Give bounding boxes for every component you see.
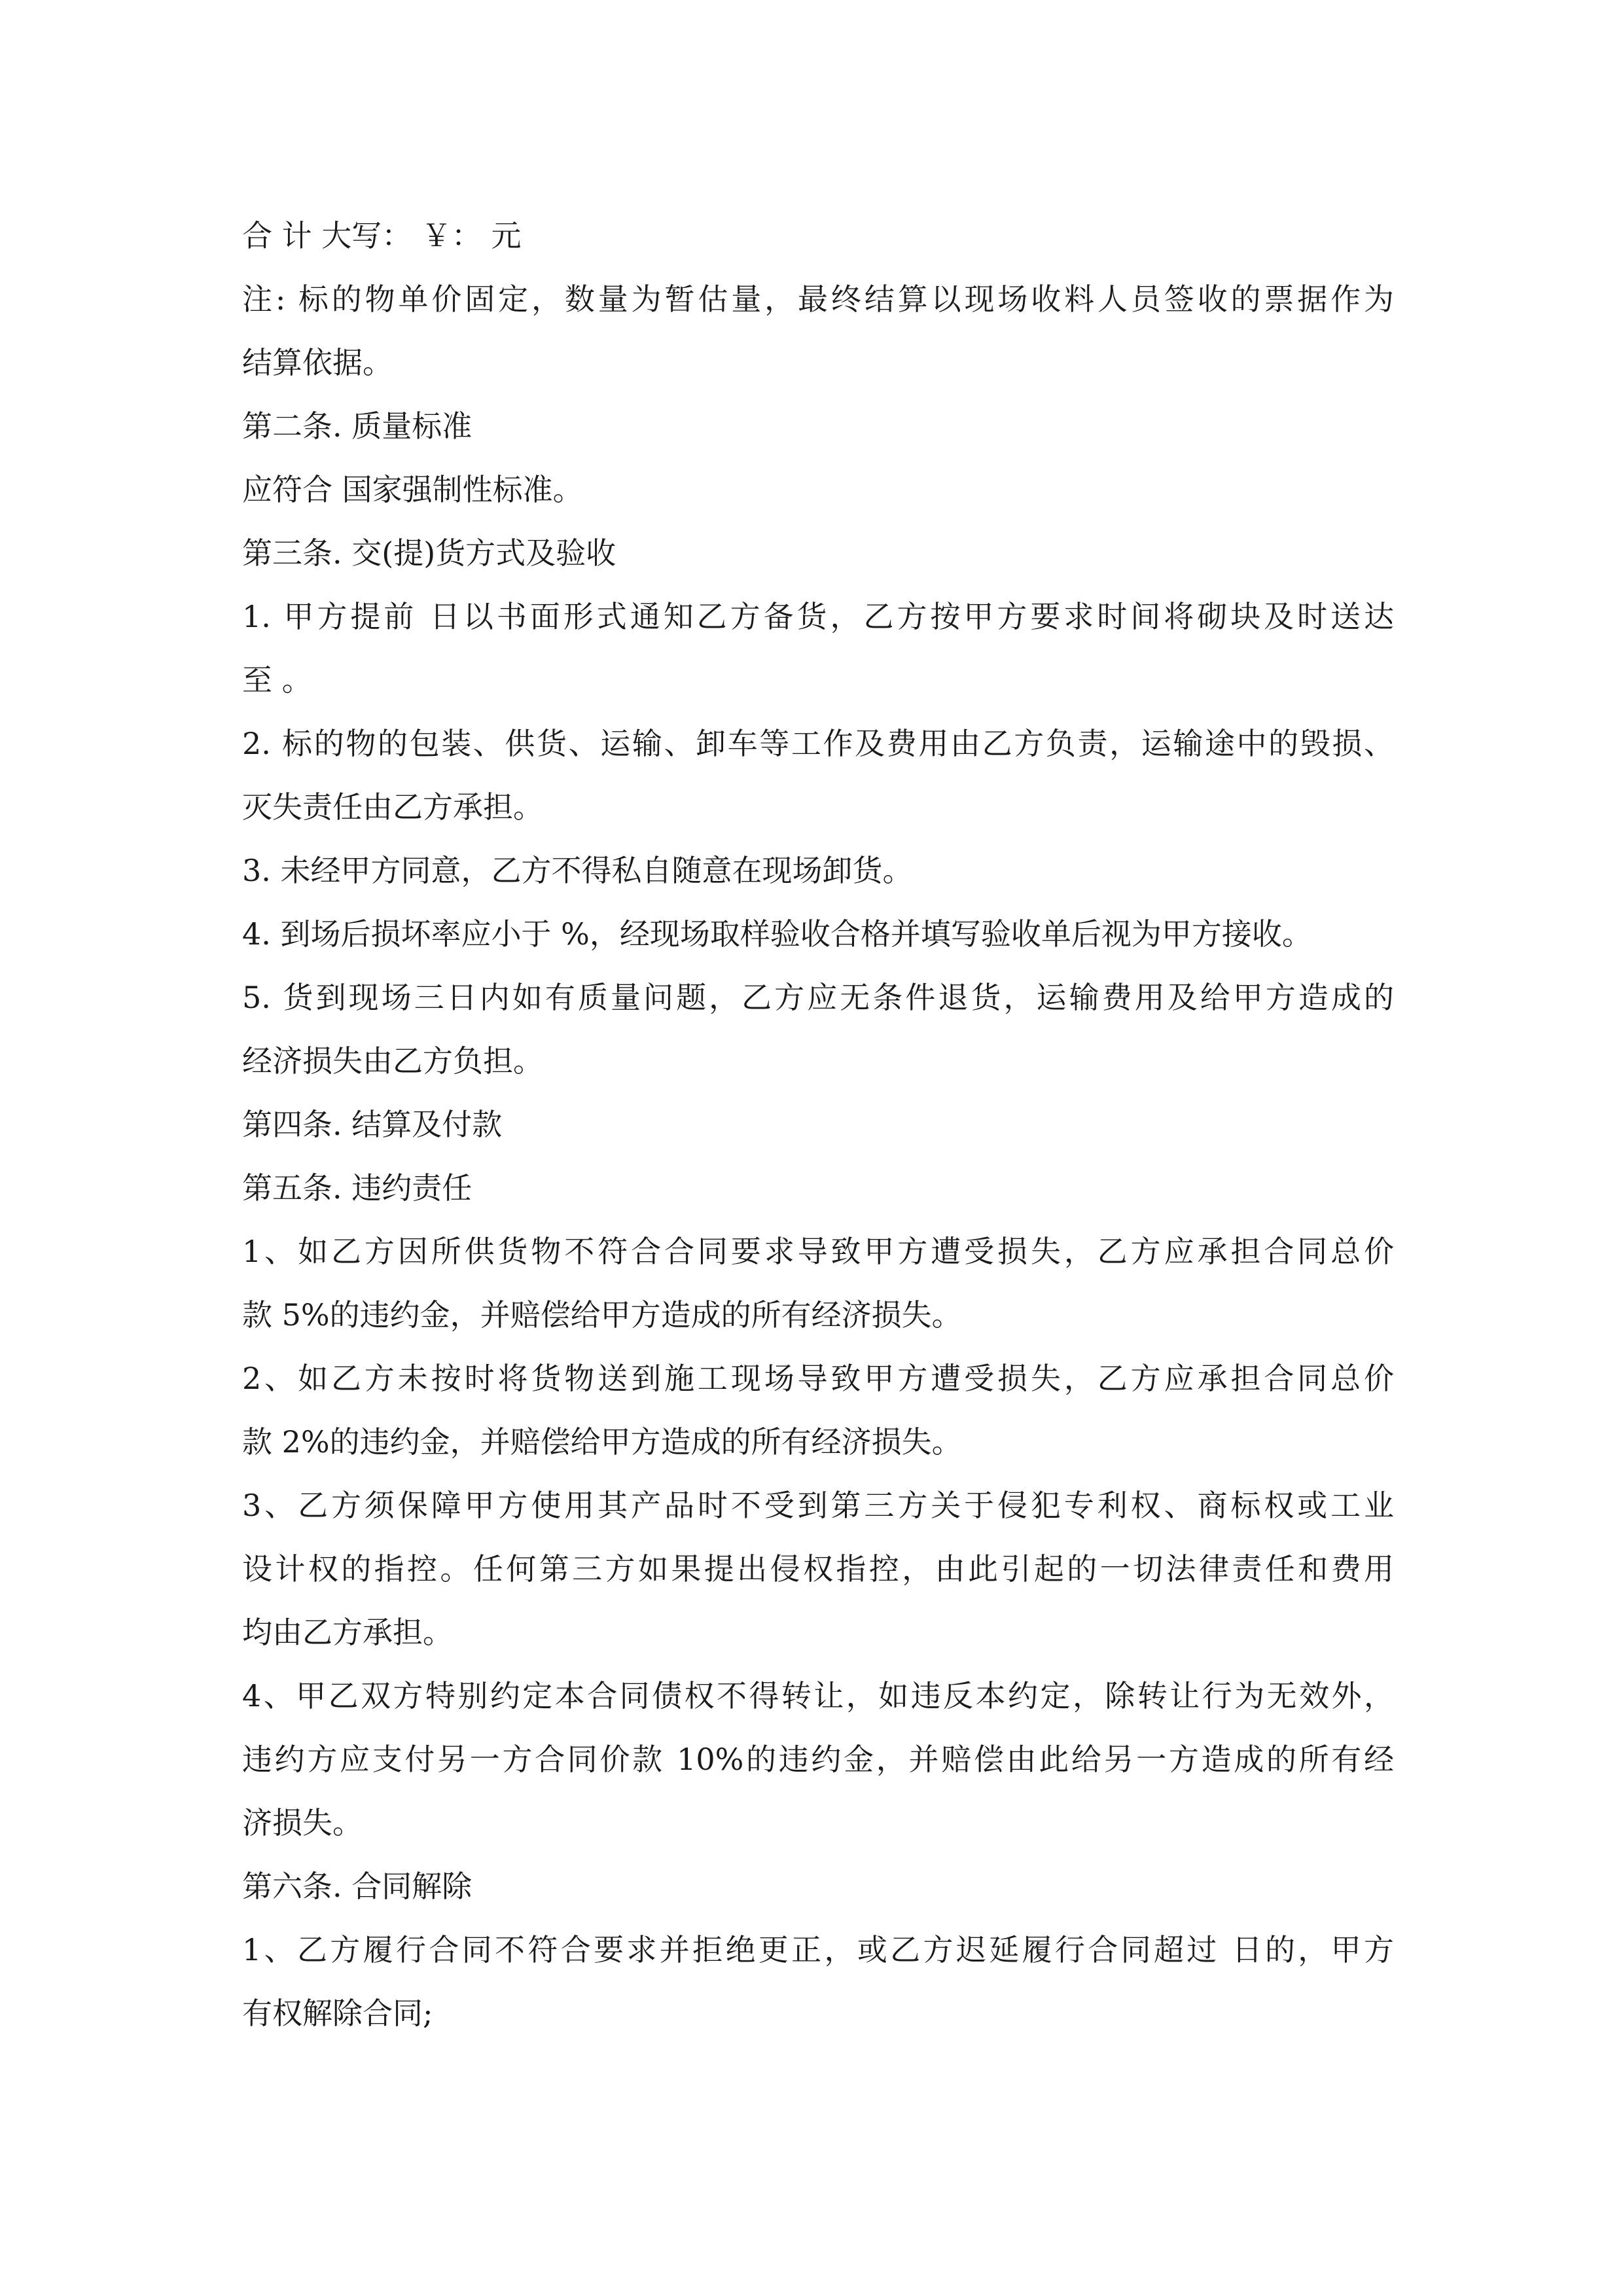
article-3-item-2-continued: 灭失责任由乙方承担。 bbox=[242, 789, 543, 825]
article-2-text: 应符合 国家强制性标准。 bbox=[242, 472, 583, 507]
article-5-item-2-continued: 款 2%的违约金，并赔偿给甲方造成的所有经济损失。 bbox=[242, 1424, 962, 1460]
note-line: 注: 标的物单价固定，数量为暂估量，最终结算以现场收料人员签收的票据作为 bbox=[242, 281, 1394, 317]
article-5-item-3: 3、乙方须保障甲方使用其产品时不受到第三方关于侵犯专利权、商标权或工业 bbox=[242, 1488, 1394, 1523]
article-3-item-2: 2. 标的物的包装、供货、运输、卸车等工作及费用由乙方负责，运输途中的毁损、 bbox=[242, 726, 1394, 761]
article-5-item-1: 1、如乙方因所供货物不符合合同要求导致甲方遭受损失，乙方应承担合同总价 bbox=[242, 1234, 1394, 1269]
article-3-item-3: 3. 未经甲方同意，乙方不得私自随意在现场卸货。 bbox=[242, 853, 913, 888]
article-3-heading: 第三条. 交(提)货方式及验收 bbox=[242, 535, 616, 571]
article-3-item-1: 1. 甲方提前 日以书面形式通知乙方备货，乙方按甲方要求时间将砌块及时送达 bbox=[242, 599, 1394, 634]
contract-body bbox=[242, 204, 1394, 2045]
article-2-heading: 第二条. 质量标准 bbox=[242, 408, 473, 444]
article-3-item-5-continued: 经济损失由乙方负担。 bbox=[242, 1043, 543, 1079]
article-5-item-4-end: 济损失。 bbox=[242, 1805, 363, 1840]
total-amount-line: 合 计 大写： ￥： 元 bbox=[242, 218, 522, 253]
article-3-item-4: 4. 到场后损坏率应小于 %，经现场取样验收合格并填写验收单后视为甲方接收。 bbox=[242, 916, 1312, 952]
article-5-item-3-continued: 设计权的指控。任何第三方如果提出侵权指控，由此引起的一切法律责任和费用 bbox=[242, 1551, 1394, 1587]
article-5-item-1-continued: 款 5%的违约金，并赔偿给甲方造成的所有经济损失。 bbox=[242, 1297, 962, 1333]
article-3-item-1-continued: 至 。 bbox=[242, 662, 312, 698]
article-5-heading: 第五条. 违约责任 bbox=[242, 1170, 473, 1206]
article-6-item-1-continued: 有权解除合同; bbox=[242, 1996, 433, 2031]
note-line-continued: 结算依据。 bbox=[242, 345, 393, 380]
article-5-item-4-continued: 违约方应支付另一方合同价款 10%的违约金，并赔偿由此给另一方造成的所有经 bbox=[242, 1742, 1394, 1777]
article-6-item-1: 1、乙方履行合同不符合要求并拒绝更正，或乙方迟延履行合同超过 日的，甲方 bbox=[242, 1932, 1394, 1967]
article-5-item-4: 4、甲乙双方特别约定本合同债权不得转让，如违反本约定，除转让行为无效外， bbox=[242, 1678, 1394, 1713]
article-5-item-3-end: 均由乙方承担。 bbox=[242, 1615, 453, 1650]
article-6-heading: 第六条. 合同解除 bbox=[242, 1869, 473, 1904]
article-5-item-2: 2、如乙方未按时将货物送到施工现场导致甲方遭受损失，乙方应承担合同总价 bbox=[242, 1361, 1394, 1396]
article-4-heading: 第四条. 结算及付款 bbox=[242, 1107, 503, 1142]
article-3-item-5: 5. 货到现场三日内如有质量问题，乙方应无条件退货，运输费用及给甲方造成的 bbox=[242, 980, 1394, 1015]
